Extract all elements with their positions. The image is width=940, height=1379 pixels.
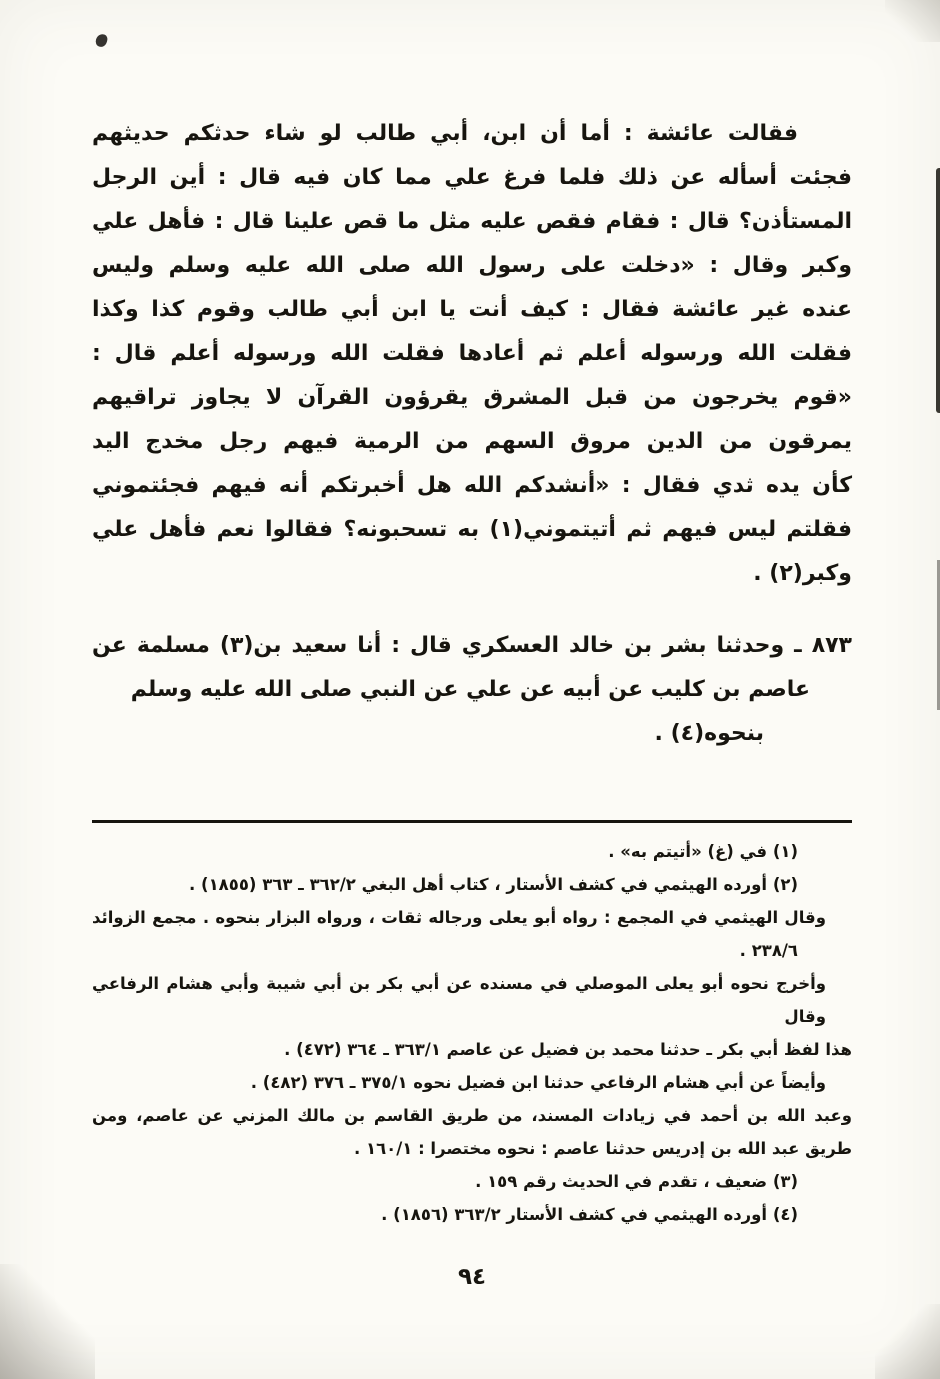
footnote-line: (٤) أورده الهيثمي في كشف الأستار ٣٦٣/٢ (١٨٥٦) . bbox=[381, 1205, 798, 1224]
footnote-line: وأخرج نحوه أبو يعلى الموصلي في مسنده عن أبي بكر بن أبي شيبة وأبي هشام الرفاعي وقال bbox=[92, 974, 826, 1026]
scan-corner-shadow bbox=[885, 0, 940, 42]
footnote-line: (٣) ضعيف ، تقدم في الحديث رقم ١٥٩ . bbox=[475, 1172, 798, 1191]
footnote-line: طريق عبد الله بن إدريس حدثنا عاصم : نحوه مختصرا : ١٦٠/١ . bbox=[354, 1139, 852, 1158]
footnote-line: وقال الهيثمي في المجمع : رواه أبو يعلى ورجاله ثقات ، ورواه البزار بنحوه . مجمع الزوائد bbox=[92, 908, 826, 927]
text-line: عنده غير عائشة فقال : كيف أنت يا ابن أبي طالب وقوم كذا وكذا bbox=[92, 297, 852, 322]
page-number: ٩٤ bbox=[457, 1264, 487, 1290]
text-line: فجئت أسأله عن ذلك فلما فرغ علي مما كان فيه قال : أين الرجل bbox=[92, 165, 852, 190]
text-line: فقلتم ليس فيهم ثم أتيتموني(١) به تسحبونه؟ فقالوا نعم فأهل علي bbox=[92, 517, 852, 542]
paragraph-hadith-873 bbox=[92, 624, 852, 756]
paragraph-aisha-narration bbox=[92, 112, 852, 596]
footnote-line: وعبد الله بن أحمد في زيادات المسند، من طريق القاسم بن مالك المزني عن عاصم، ومن bbox=[92, 1106, 852, 1125]
text-line: بنحوه(٤) . bbox=[654, 721, 764, 746]
footnote-separator bbox=[92, 820, 852, 823]
text-line: عاصم بن كليب عن أبيه عن علي عن النبي صلى الله عليه وسلم bbox=[130, 677, 810, 702]
scan-corner-shadow bbox=[875, 1304, 940, 1379]
text-line: المستأذن؟ قال : فقام فقص عليه مثل ما قص علينا قال : فأهل علي bbox=[92, 209, 852, 234]
text-line: كأن يده ثدي فقال : «أنشدكم الله هل أخبرتكم أنه فيهم فجئتموني bbox=[92, 473, 852, 498]
footnote-line: هذا لفظ أبي بكر ـ حدثنا محمد بن فضيل عن عاصم ٣٦٣/١ ـ ٣٦٤ (٤٧٢) . bbox=[284, 1040, 852, 1059]
text-line: ٨٧٣ ـ وحدثنا بشر بن خالد العسكري قال : أنا سعيد بن(٣) مسلمة عن bbox=[92, 633, 852, 658]
text-line: فقلت الله ورسوله أعلم ثم أعادها فقلت الله ورسوله أعلم قال : bbox=[92, 341, 852, 366]
scan-edge-artifact bbox=[936, 168, 940, 413]
scan-corner-shadow bbox=[0, 1264, 95, 1379]
footnote-line: (٢) أورده الهيثمي في كشف الأستار ، كتاب أهل البغي ٣٦٢/٢ ـ ٣٦٣ (١٨٥٥) . bbox=[189, 875, 798, 894]
text-line: «قوم يخرجون من قبل المشرق يقرؤون القرآن لا يجاوز تراقيهم bbox=[92, 385, 852, 410]
footnote-line: ٢٣٨/٦ . bbox=[739, 941, 798, 960]
text-line: وكبر وقال : «دخلت على رسول الله صلى الله عليه وسلم وليس bbox=[92, 253, 852, 278]
text-line: فقالت عائشة : أما أن ابن، أبي طالب لو شاء حدثكم حديثهم bbox=[92, 121, 798, 146]
footnote-line: (١) في (غ) «أتيتم به» . bbox=[608, 842, 798, 861]
footnotes-block bbox=[92, 835, 852, 1231]
text-line: وكبر(٢) . bbox=[753, 561, 852, 586]
footnote-line: وأيضاً عن أبي هشام الرفاعي حدثنا ابن فضيل نحوه ٣٧٥/١ ـ ٣٧٦ (٤٨٢) . bbox=[250, 1073, 826, 1092]
text-line: يمرقون من الدين مروق السهم من الرمية فيهم رجل مخدج اليد bbox=[92, 429, 852, 454]
